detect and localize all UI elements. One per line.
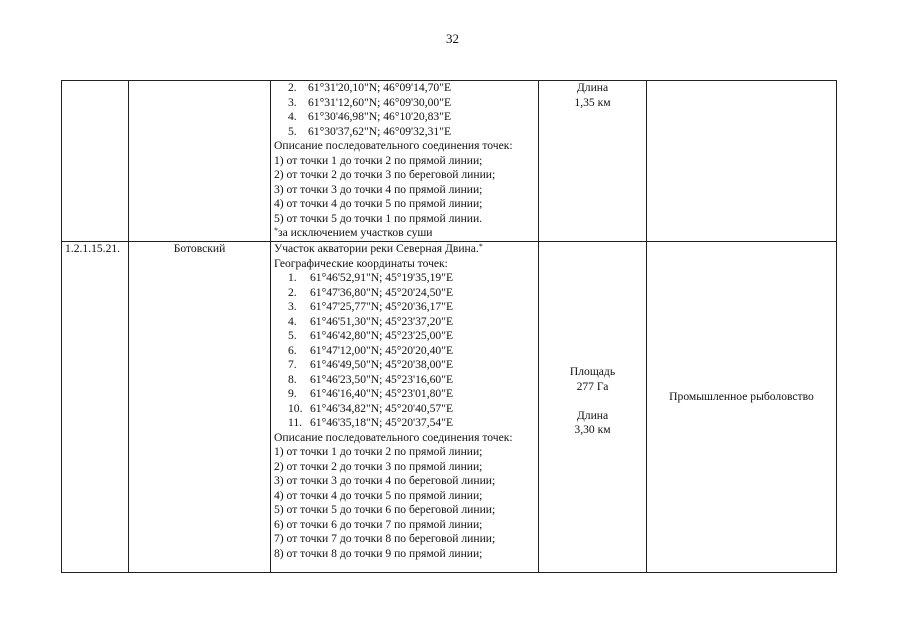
connection-item: 1) от точки 1 до точки 2 по прямой линии; — [274, 153, 483, 167]
coordinate-item: 10. 61°46'34,82"N; 45°20'40,57"E — [288, 401, 454, 415]
coordinate-item: 5. 61°46'42,80"N; 45°23'25,00"E — [288, 329, 454, 342]
coordinate-item: 5. 61°30'37,62"N; 46°09'32,31"E — [288, 124, 452, 138]
table-row — [62, 242, 837, 573]
usage-cell — [647, 242, 837, 573]
size-cell — [539, 81, 647, 242]
coordinate-item: 3. 61°47'25,77"N; 45°20'36,17"E — [288, 300, 454, 313]
area-label: Площадь — [569, 365, 616, 378]
connection-item: 8) от точки 8 до точки 9 по прямой линии; — [274, 546, 483, 560]
length-label: Длина — [576, 408, 609, 422]
connection-item: 4) от точки 4 до точки 5 по прямой линии; — [274, 488, 483, 502]
connection-heading: Описание последовательного соединения точек: — [274, 139, 513, 152]
coordinate-item: 7. 61°46'49,50"N; 45°20'38,00"E — [288, 358, 454, 371]
usage-cell — [647, 81, 837, 242]
row-number-cell — [62, 81, 129, 242]
length-label: Длина — [576, 81, 609, 94]
connection-heading: Описание последовательного соединения точек: — [274, 430, 513, 444]
connection-item: 3) от точки 3 до точки 4 по прямой линии; — [274, 182, 483, 196]
coordinate-item: 9. 61°46'16,40"N; 45°23'01,80"E — [288, 387, 454, 400]
row-number-cell: 1.2.1.15.21. — [62, 242, 129, 573]
coordinate-item: 6. 61°47'12,00"N; 45°20'20,40"E — [288, 343, 454, 357]
size-cell — [539, 242, 647, 573]
usage-text: Промышленное рыболовство — [669, 390, 814, 403]
coordinate-list — [274, 271, 535, 431]
coordinate-item: 1. 61°46'52,91"N; 45°19'35,19"E — [288, 271, 454, 284]
area-name-cell — [129, 81, 271, 242]
connection-item: 4) от точки 4 до точки 5 по прямой линии; — [274, 197, 483, 210]
connection-item: 6) от точки 6 до точки 7 по прямой линии; — [274, 517, 483, 531]
coordinate-item: 2. 61°47'36,80"N; 45°20'24,50"E — [288, 285, 454, 299]
coordinate-item: 11. 61°46'35,18"N; 45°20'37,54"E — [288, 416, 454, 429]
connection-item: 1) от точки 1 до точки 2 по прямой линии; — [274, 445, 483, 458]
area-title: Участок акватории реки Северная Двина.* — [274, 242, 483, 255]
coordinate-list — [274, 81, 535, 139]
connection-item: 3) от точки 3 до точки 4 по береговой линии; — [274, 474, 496, 487]
coords-heading: Географические координаты точек: — [274, 256, 448, 270]
area-value: 277 Га — [576, 379, 609, 393]
coordinate-item: 2. 61°31'20,10"N; 46°09'14,70"E — [288, 81, 452, 94]
connection-item: 2) от точки 2 до точки 3 по прямой линии; — [274, 459, 483, 473]
fishing-areas-table — [61, 80, 837, 573]
footnote-mark: * — [274, 226, 278, 235]
coordinate-item: 3. 61°31'12,60"N; 46°09'30,00"E — [288, 95, 452, 109]
connection-item: 2) от точки 2 до точки 3 по береговой линии; — [274, 168, 496, 181]
connection-item: 5) от точки 5 до точки 6 по береговой линии; — [274, 503, 496, 516]
connection-item: 7) от точки 7 до точки 8 по береговой линии; — [274, 532, 496, 545]
description-cell — [271, 81, 539, 242]
page-number: 32 — [446, 31, 459, 46]
footnote-mark: * — [478, 242, 483, 251]
coordinate-item: 4. 61°30'46,98"N; 46°10'20,83"E — [288, 110, 452, 123]
length-value: 3,30 км — [574, 423, 611, 436]
coordinate-item: 4. 61°46'51,30"N; 45°23'37,20"E — [288, 314, 454, 328]
area-name-cell: Ботовский — [129, 242, 271, 573]
length-value: 1,35 км — [574, 95, 611, 109]
description-cell — [271, 242, 539, 573]
footnote: *за исключением участков суши — [274, 226, 433, 239]
table-row — [62, 81, 837, 242]
coordinate-item: 8. 61°46'23,50"N; 45°23'16,60"E — [288, 372, 454, 386]
connection-item: 5) от точки 5 до точки 1 по прямой линии. — [274, 211, 483, 225]
